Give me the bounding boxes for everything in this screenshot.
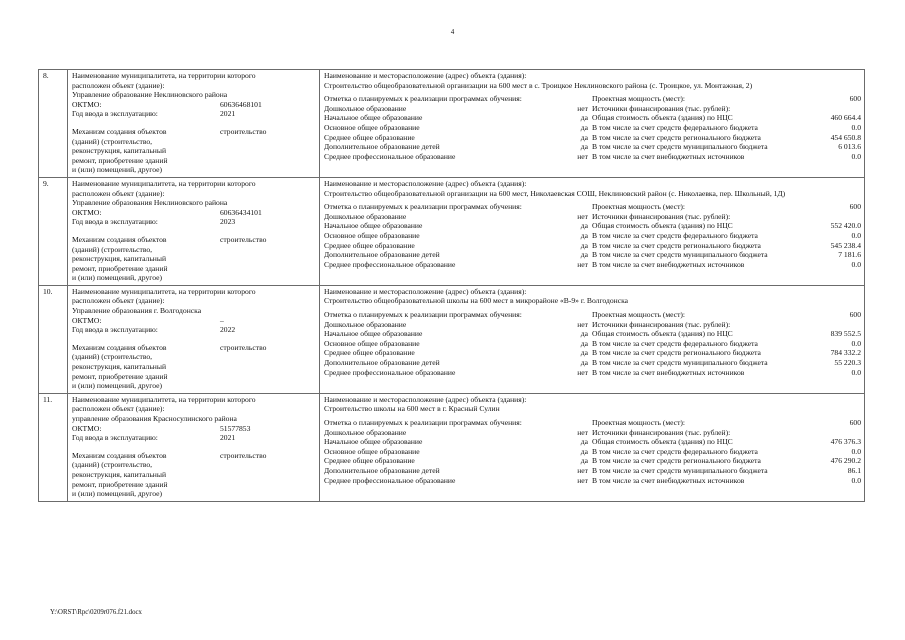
year-value: 2022 — [220, 325, 236, 335]
programs-list: Отметка о планируемых к реализации программах обучения: Дошкольное образование нет Начальное общее образование да Основное общее образование да Среднее общее образование да Дополнительное образование детей да Среднее профессиональное образование нет — [324, 94, 592, 161]
finance-list: Проектная мощность (мест): 600 Источники финансирования (тыс. рублей): Общая стоимость объекта (здания) по НЦС 476 376.3 В том числе за счет средств федерального бюджета 0.0 В том числе за счет средств регионального бюджета 476 290.2 В том числе за счет средств муниципального бюджета 86.1 В том числе за счет внебюджетных источников 0.0 — [592, 418, 861, 485]
year-row: Год ввода в эксплуатацию: 2022 — [72, 325, 236, 335]
programs-list: Отметка о планируемых к реализации программах обучения: Дошкольное образование нет Начальное общее образование да Основное общее образование да Среднее общее образование да Дополнительное образование детей да Среднее профессиональное образование нет — [324, 202, 592, 269]
program-flag: да — [580, 240, 588, 250]
finance-value: 0.0 — [851, 446, 861, 456]
finance-list: Проектная мощность (мест): 600 Источники финансирования (тыс. рублей): Общая стоимость объекта (здания) по НЦС 460 664.4 В том числе за счет средств федерального бюджета 0.0 В том числе за счет средств регионального бюджета 454 650.8 В том числе за счет средств муниципального бюджета 6 013.6 В том числе за счет внебюджетных источников 0.0 — [592, 94, 861, 161]
mechanism-block: Механизм создания объектов (зданий) (строительство, реконструкция, капитальный ремонт, приобретение зданий и (или) помещений, другое) строительство — [72, 234, 267, 283]
capacity-value: 600 — [849, 418, 861, 427]
object-name: Строительство школы на 600 мест в г. Красный Сулин — [324, 404, 500, 414]
finance-value: 552 420.0 — [830, 221, 861, 231]
finance-list: Проектная мощность (мест): 600 Источники финансирования (тыс. рублей): Общая стоимость объекта (здания) по НЦС 839 552.5 В том числе за счет средств федерального бюджета 0.0 В том числе за счет средств регионального бюджета 784 332.2 В том числе за счет средств муниципального бюджета 55 220.3 В том числе за счет внебюджетных источников 0.0 — [592, 310, 861, 377]
program-flag: да — [580, 338, 588, 348]
year-row: Год ввода в эксплуатацию: 2021 — [72, 433, 236, 443]
page-number: 4 — [450, 28, 455, 36]
finance-value: 86.1 — [847, 465, 861, 475]
program-flag: да — [580, 250, 588, 260]
program-flag: нет — [577, 211, 588, 221]
programs-list: Отметка о планируемых к реализации программах обучения: Дошкольное образование нет Начальное общее образование да Основное общее образование да Среднее общее образование да Дополнительное образование детей нет Среднее профессиональное образование нет — [324, 418, 592, 485]
year-row: Год ввода в эксплуатацию: 2021 — [72, 109, 236, 119]
table-row — [39, 177, 865, 285]
mechanism-value: строительство — [220, 126, 267, 136]
program-flag: нет — [577, 475, 588, 485]
year-value: 2023 — [220, 217, 236, 227]
mechanism-block: Механизм создания объектов (зданий) (строительство, реконструкция, капитальный ремонт, приобретение зданий и (или) помещений, другое) строительство — [72, 450, 267, 499]
finance-value: 55 220.3 — [834, 358, 861, 368]
oktmo-row: ОКТМО: 51577853 — [72, 423, 251, 433]
program-flag: да — [580, 358, 588, 368]
program-flag: да — [580, 142, 588, 152]
program-flag: да — [580, 230, 588, 240]
finance-value: 0.0 — [851, 338, 861, 348]
object-cell: Наименование и месторасположение (адрес) объекта (здания): Строительство общеобразовательной организации на 600 мест в с. Троицкое Неклиновского района (с. Троицкое, ул. Монтажная, 2) Отметка о планируемых к реализации программах обучения: Дошкольное образование нет Начальное общее образование да Основное общее образование да Среднее общее образование да Дополнительное образование детей да Среднее профессиональное образование нет Проектная мощность (мест): 600 Источники финансирования (тыс. рублей): Общая стоимость объекта (здания) по НЦС 460 664.4 В том числе за счет средств федерального бюджета 0.0 В том числе за счет средств регионального бюджета 454 650.8 В том числе за счет средств муниципального бюджета 6 013.6 В том числе за счет внебюджетных источников 0.0 — [320, 70, 865, 178]
finance-list: Проектная мощность (мест): 600 Источники финансирования (тыс. рублей): Общая стоимость объекта (здания) по НЦС 552 420.0 В том числе за счет средств федерального бюджета 0.0 В том числе за счет средств регионального бюджета 545 238.4 В том числе за счет средств муниципального бюджета 7 181.6 В том числе за счет внебюджетных источников 0.0 — [592, 202, 861, 269]
municipality-name: Управление образования г. Волгодонска — [72, 306, 202, 316]
oktmo-value: – — [220, 315, 224, 325]
mechanism-value: строительство — [220, 234, 267, 244]
object-cell: Наименование и месторасположение (адрес) объекта (здания): Строительство общеобразовательной организации на 600 мест, Николаевская СОШ, Неклиновский район (с. Николаевка, пер. Школьный, 1Д) Отметка о планируемых к реализации программах обучения: Дошкольное образование нет Начальное общее образование да Основное общее образование да Среднее общее образование да Дополнительное образование детей да Среднее профессиональное образование нет Проектная мощность (мест): 600 Источники финансирования (тыс. рублей): Общая стоимость объекта (здания) по НЦС 552 420.0 В том числе за счет средств федерального бюджета 0.0 В том числе за счет средств регионального бюджета 545 238.4 В том числе за счет средств муниципального бюджета 7 181.6 В том числе за счет внебюджетных источников 0.0 — [320, 177, 865, 285]
object-cell: Наименование и месторасположение (адрес) объекта (здания): Строительство школы на 600 мест в г. Красный Сулин Отметка о планируемых к реализации программах обучения: Дошкольное образование нет Начальное общее образование да Основное общее образование да Среднее общее образование да Дополнительное образование детей нет Среднее профессиональное образование нет Проектная мощность (мест): 600 Источники финансирования (тыс. рублей): Общая стоимость объекта (здания) по НЦС 476 376.3 В том числе за счет средств федерального бюджета 0.0 В том числе за счет средств регионального бюджета 476 290.2 В том числе за счет средств муниципального бюджета 86.1 В том числе за счет внебюджетных источников 0.0 — [320, 393, 865, 501]
program-flag: да — [580, 437, 588, 447]
finance-value: 0.0 — [851, 122, 861, 132]
finance-value: 7 181.6 — [838, 250, 861, 260]
table-row — [39, 393, 865, 501]
year-value: 2021 — [220, 433, 236, 443]
table-row — [39, 285, 865, 393]
object-name: Строительство общеобразовательной организации на 600 мест, Николаевская СОШ, Неклиновский район (с. Николаевка, пер. Школьный, 1Д) — [324, 188, 786, 198]
program-flag: да — [580, 132, 588, 142]
object-name: Строительство общеобразовательной школы на 600 мест в микрорайоне «В-9» г. Волгодонска — [324, 296, 629, 306]
entry-number: 9. — [39, 177, 68, 285]
municipality-cell: Наименование муниципалитета, на территории которого расположен объект (здание): Управление образование Неклиновского района ОКТМО: 60636468101 Год ввода в эксплуатацию: 2021 Механизм создания объектов (зданий) (строительство, реконструкция, капитальный ремонт, приобретение зданий и (или) помещений, другое) строительство — [68, 70, 320, 178]
municipality-cell: Наименование муниципалитета, на территории которого расположен объект (здание): управление образования Красносулинского района ОКТМО: 51577853 Год ввода в эксплуатацию: 2021 Механизм создания объектов (зданий) (строительство, реконструкция, капитальный ремонт, приобретение зданий и (или) помещений, другое) строительство — [68, 393, 320, 501]
municipality-name: управление образования Красносулинского района — [72, 414, 237, 423]
finance-value: 0.0 — [851, 259, 861, 269]
program-flag: да — [580, 113, 588, 123]
program-flag: да — [580, 456, 588, 466]
table-row — [39, 70, 865, 178]
capacity-value: 600 — [849, 94, 861, 104]
oktmo-row: ОКТМО: 60636434101 — [72, 207, 262, 217]
program-flag: нет — [577, 427, 588, 437]
program-flag: нет — [577, 367, 588, 377]
objects-table — [38, 69, 865, 502]
program-flag: да — [580, 348, 588, 358]
capacity-value: 600 — [849, 310, 861, 320]
object-name: Строительство общеобразовательной организации на 600 мест в с. Троицкое Неклиновского района (с. Троицкое, ул. Монтажная, 2) — [324, 80, 753, 90]
mechanism-block: Механизм создания объектов (зданий) (строительство, реконструкция, капитальный ремонт, приобретение зданий и (или) помещений, другое) строительство — [72, 126, 267, 175]
finance-value: 0.0 — [851, 151, 861, 161]
mechanism-value: строительство — [220, 450, 267, 460]
finance-value: 6 013.6 — [838, 142, 861, 152]
municipality-cell: Наименование муниципалитета, на территории которого расположен объект (здание): Управление образования Неклиновского района ОКТМО: 60636434101 Год ввода в эксплуатацию: 2023 Механизм создания объектов (зданий) (строительство, реконструкция, капитальный ремонт, приобретение зданий и (или) помещений, другое) строительство — [68, 177, 320, 285]
mechanism-block: Механизм создания объектов (зданий) (строительство, реконструкция, капитальный ремонт, приобретение зданий и (или) помещений, другое) строительство — [72, 342, 267, 391]
program-flag: да — [580, 329, 588, 339]
object-cell: Наименование и месторасположение (адрес) объекта (здания): Строительство общеобразовательной школы на 600 мест в микрорайоне «В-9» г. Волгодонска Отметка о планируемых к реализации программах обучения: Дошкольное образование нет Начальное общее образование да Основное общее образование да Среднее общее образование да Дополнительное образование детей да Среднее профессиональное образование нет Проектная мощность (мест): 600 Источники финансирования (тыс. рублей): Общая стоимость объекта (здания) по НЦС 839 552.5 В том числе за счет средств федерального бюджета 0.0 В том числе за счет средств регионального бюджета 784 332.2 В том числе за счет средств муниципального бюджета 55 220.3 В том числе за счет внебюджетных источников 0.0 — [320, 285, 865, 393]
program-flag: нет — [577, 103, 588, 113]
oktmo-value: 60636434101 — [220, 207, 262, 217]
municipality-name: Управление образование Неклиновского района — [72, 90, 228, 100]
oktmo-row: ОКТМО: – — [72, 315, 224, 325]
finance-value: 839 552.5 — [830, 329, 861, 339]
year-value: 2021 — [220, 109, 236, 119]
finance-value: 0.0 — [851, 475, 861, 485]
municipality-cell: Наименование муниципалитета, на территории которого расположен объект (здание): Управление образования г. Волгодонска ОКТМО: – Год ввода в эксплуатацию: 2022 Механизм создания объектов (зданий) (строительство, реконструкция, капитальный ремонт, приобретение зданий и (или) помещений, другое) строительство — [68, 285, 320, 393]
municipality-name: Управление образования Неклиновского района — [72, 198, 228, 208]
oktmo-row: ОКТМО: 60636468101 — [72, 99, 262, 109]
mechanism-value: строительство — [220, 342, 267, 352]
program-flag: нет — [577, 319, 588, 329]
finance-value: 0.0 — [851, 367, 861, 377]
finance-value: 476 376.3 — [830, 437, 861, 447]
program-flag: нет — [577, 151, 588, 161]
program-flag: нет — [577, 465, 588, 475]
entry-number: 10. — [39, 285, 68, 393]
entry-number: 11. — [39, 393, 68, 501]
oktmo-value: 51577853 — [220, 423, 251, 433]
finance-value: 460 664.4 — [830, 113, 861, 123]
finance-value: 476 290.2 — [830, 456, 861, 466]
program-flag: да — [580, 446, 588, 456]
finance-value: 454 650.8 — [830, 132, 861, 142]
program-flag: да — [580, 122, 588, 132]
year-row: Год ввода в эксплуатацию: 2023 — [72, 217, 236, 227]
program-flag: нет — [577, 259, 588, 269]
program-flag: да — [580, 221, 588, 231]
finance-value: 545 238.4 — [830, 240, 861, 250]
footer-file-path: Y:\ORST\Rpc\0209r076.f21.docx — [50, 609, 142, 616]
finance-value: 0.0 — [851, 230, 861, 240]
finance-value: 784 332.2 — [830, 348, 861, 358]
entry-number: 8. — [39, 70, 68, 178]
programs-list: Отметка о планируемых к реализации программах обучения: Дошкольное образование нет Начальное общее образование да Основное общее образование да Среднее общее образование да Дополнительное образование детей да Среднее профессиональное образование нет — [324, 310, 592, 377]
capacity-value: 600 — [849, 202, 861, 212]
oktmo-value: 60636468101 — [220, 99, 262, 109]
